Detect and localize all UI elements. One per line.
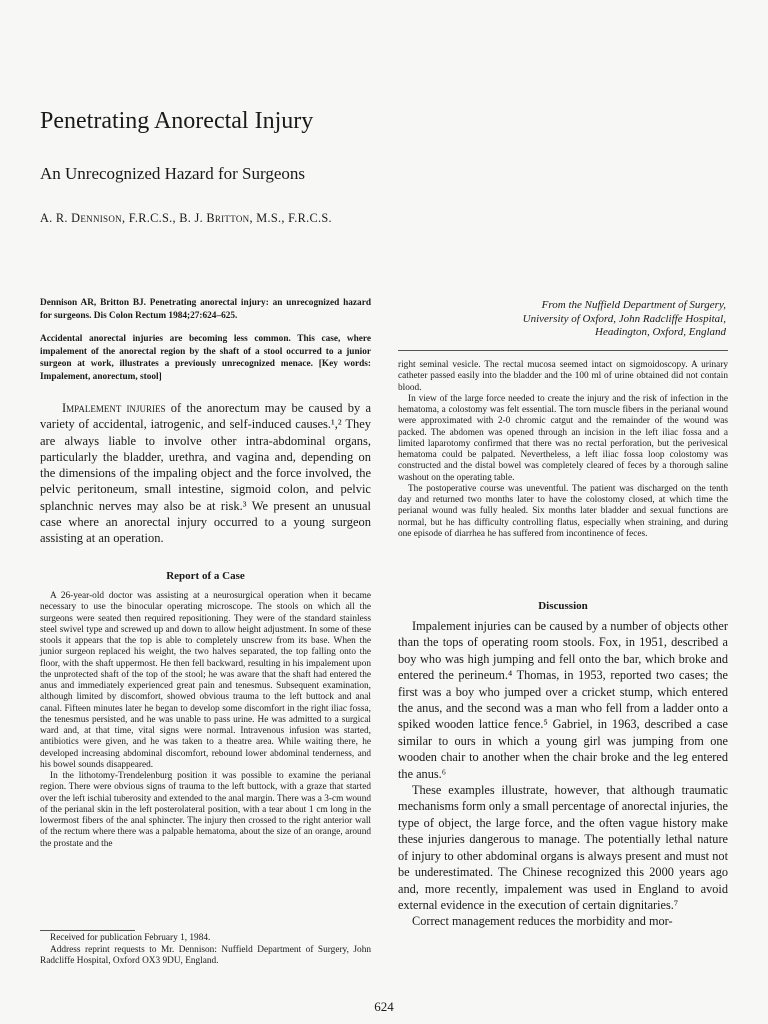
report-heading: Report of a Case — [166, 570, 245, 582]
footnote-received: Received for publication February 1, 1984. — [50, 933, 211, 943]
discussion-heading: Discussion — [538, 600, 588, 612]
case-report-continued — [398, 360, 728, 540]
page-number: 624 — [374, 999, 394, 1014]
intro-paragraph — [40, 400, 371, 547]
report-paragraph: In view of the large force needed to create the injury and the risk of infection in the hematoma, a colostomy was felt essential. The torn muscle fibers in the perianal wound were approximated with 2-0 chromic catgut and the remainder of the wound was packed. The abdomen was opened through an incision in the left iliac fossa and a limited laparotomy confirmed that there was no rectal perforation, but the perivesical hematoma could be palpated. Nevertheless, a left iliac fossa loop colostomy was constructed and the distal bowel was completely cleared of feces by a thorough saline washout on the operating table. — [398, 393, 728, 483]
intro-text: of the anorectum may be caused by a variety of accidental, iatrogenic, and self-induced causes.¹,² They are always liable to involve other intra-abdominal organs, particularly the bladder, urethra, and vagina and, depending on the dimensions of the impaling object and the force involved, the pelvic peritoneum, small intestine, sigmoid colon, and pelvic splanchnic nerves may also be at risk.³ We present an unusual case where an anorectal injury occurred to a young surgeon assisting at an operation. — [40, 401, 371, 546]
report-paragraph: A 26-year-old doctor was assisting at a neurosurgical operation when it became necessary to use the binocular operating microscope. The stools on which all the surgeons were seated then required repositioning. They were of the standard stainless steel swivel type and screwed up and down to allow height adjustment. In some of these stools it appears that the top is able to completely unscrew from its base. When the junior surgeon replaced his weight, the two halves separated, the top falling onto the floor, with the shaft uppermost. He then fell backward, resulting in his impalement upon the unprotected shaft of the top of the stool; he was aware that the shaft had entered the anus and immediately experienced great pain and tenesmus. Subsequent examination, although limited by discomfort, showed obvious trauma to the left buttock and anal canal. Fifteen minutes later he began to develop some discomfort in the right iliac fossa, the tenesmus persisted, and he was unable to pass urine. He was admitted to a surgical ward and, at that time, vital signs were normal. Intravenous infusion was started, antibiotics were given, and he was taken to a theatre area. While waiting there, he developed increasing abdominal discomfort, rebound lower abdominal tenderness, and his bowel sounds disappeared. — [40, 591, 371, 770]
discussion-paragraph: Impalement injuries can be caused by a number of objects other than the tops of operating room stools. Fox, in 1951, described a boy who was high jumping and fell onto the bar, which broke and entered the perineum.⁴ Thomas, in 1953, reported two cases; the first was a boy who jumped over a cricket stump, which entered the anus, and the second was a man who fell from a ladder onto a spiked wooden lattice fence.⁵ Gabriel, in 1963, described a case similar to ours in which a young girl was jumping from one wooden chair to another when the chair broke and the leg entered the anus.⁶ — [398, 619, 728, 781]
report-paragraph: In the lithotomy-Trendelenburg position it was possible to examine the perianal region. There were obvious signs of trauma to the left buttock, with a graze that started over the left ischial tuberosity and extended to the anal margin. There was a 3-cm wound of the perianal skin in the left posterolateral position, with a tear about 1 cm long in the lowermost fibers of the anal sphincter. The injury then crossed to the right anterior wall of the rectum where there was a palpable hematoma, about the size of an orange, around the prostate and the — [40, 771, 371, 849]
abstract — [40, 333, 371, 383]
discussion — [398, 618, 728, 930]
report-paragraph: The postoperative course was uneventful. The patient was discharged on the tenth day and returned two months later to have the colostomy closed, at which time the perianal wound was fully healed. Six months later bladder and sexual functions are normal, but he has difficulty controlling flatus, especially when straining, and during one episode of diarrhea he has suffered from incontinence of feces. — [398, 483, 728, 539]
citation — [40, 297, 371, 322]
case-report — [40, 591, 371, 850]
article-subtitle: An Unrecognized Hazard for Surgeons — [40, 164, 305, 183]
affiliation-line: Headington, Oxford, England — [595, 326, 726, 339]
affiliation-divider — [398, 350, 728, 351]
discussion-paragraph: These examples illustrate, however, that although traumatic mechanisms form only a small percentage of anorectal injuries, the type of object, the large force, and the often vague history make these injuries dangerous to manage. The potentially lethal nature of injury to other abdominal organs is always present and must not be underestimated. The Chinese recognized this 2000 years ago and, more recently, impalement was used in England to avoid external evidence in the execution of certain dignitaries.⁷ — [398, 783, 728, 912]
author-list: A. R. Dennison, F.R.C.S., B. J. Britton, M.S., F.R.C.S. — [40, 211, 332, 225]
affiliation-line: From the Nuffield Department of Surgery, — [541, 299, 726, 311]
citation-text: Dennison AR, Britton BJ. Penetrating anorectal injury: an unrecognized hazard for surgeons. Dis Colon Rectum 1984;27:624–625. — [40, 298, 371, 321]
article-title: Penetrating Anorectal Injury — [40, 108, 314, 134]
discussion-paragraph: Correct management reduces the morbidity and mor- — [412, 914, 673, 929]
introduction — [40, 400, 371, 547]
footnote-divider — [40, 930, 135, 931]
affiliation — [400, 299, 726, 340]
affiliation-line: University of Oxford, John Radcliffe Hospital, — [522, 312, 726, 325]
footnote-address: Address reprint requests to Mr. Dennison: Nuffield Department of Surgery, John Radcliffe Hospital, Oxford OX3 9DU, England. — [40, 944, 371, 966]
abstract-text: Accidental anorectal injuries are becoming less common. This case, where impalement of the anorectal region by the shaft of a stool occurred to a junior surgeon at work, illustrates a previously unrecognized menace. [Key words: Impalement, anorectum, stool] — [40, 334, 371, 382]
footnotes — [40, 933, 371, 968]
intro-lead: Impalement injuries — [62, 401, 166, 415]
report-paragraph: right seminal vesicle. The rectal mucosa seemed intact on sigmoidoscopy. A urinary catheter passed easily into the bladder and the 100 ml of urine obtained did not contain blood. — [398, 360, 728, 393]
